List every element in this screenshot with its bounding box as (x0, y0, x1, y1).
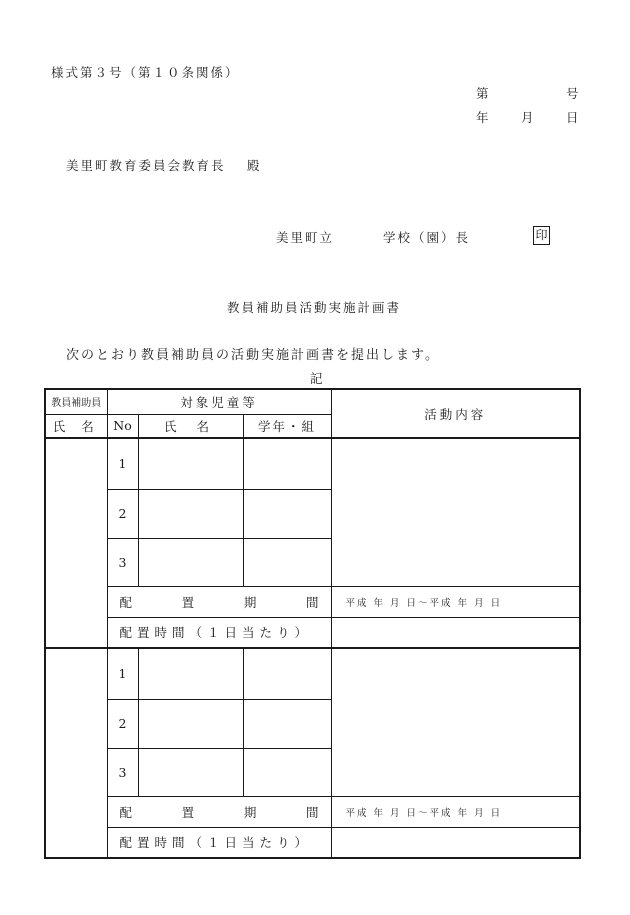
aide-label-cell: 教員補助員 (45, 389, 107, 414)
children-label-cell: 対象児童等 (107, 389, 331, 414)
time-row (45, 617, 580, 648)
period-label-char: 置 (181, 594, 195, 610)
grade-class-field[interactable] (243, 438, 331, 489)
row-number: 1 (107, 438, 138, 489)
form-number: 様式第３号（第１０条関係） (51, 65, 240, 80)
grade-class-field[interactable] (243, 699, 331, 748)
grade-class-field[interactable] (243, 489, 331, 538)
child-name-field[interactable] (138, 538, 243, 586)
period-date-field[interactable] (331, 796, 580, 827)
table-header-row (45, 389, 580, 414)
aide-name-field[interactable] (45, 648, 107, 858)
period-label-char: 期 (243, 594, 257, 610)
period-label (107, 796, 331, 827)
time-label: 配置時間（１日当たり） (107, 827, 331, 858)
grade-class-field[interactable] (243, 748, 331, 796)
row-number: 1 (107, 648, 138, 699)
doc-number-suffix: 号 (566, 86, 581, 101)
period-label-char: 間 (305, 804, 319, 820)
activity-header-cell: 活動内容 (331, 389, 580, 438)
ki-label: 記 (310, 371, 325, 386)
time-row (45, 827, 580, 858)
child-name-field[interactable] (138, 648, 243, 699)
row-number: 3 (107, 538, 138, 586)
period-label-char: 配 (119, 594, 133, 610)
child-name-field[interactable] (138, 438, 243, 489)
aide-name-header: 氏 名 (45, 414, 107, 438)
period-label-char: 配 (119, 804, 133, 820)
activity-content-field[interactable] (331, 648, 580, 796)
period-label-char: 期 (243, 804, 257, 820)
row-number: 2 (107, 699, 138, 748)
grade-class-header: 学年・組 (243, 414, 331, 438)
time-label: 配置時間（１日当たり） (107, 617, 331, 648)
child-name-header: 氏 名 (138, 414, 243, 438)
period-row (45, 586, 580, 617)
table-row (45, 648, 580, 699)
child-name-field[interactable] (138, 748, 243, 796)
period-label-char: 置 (181, 804, 195, 820)
row-number: 3 (107, 748, 138, 796)
doc-number-prefix: 第 (476, 86, 491, 101)
child-name-field[interactable] (138, 489, 243, 538)
period-row (45, 796, 580, 827)
table-row (45, 438, 580, 489)
period-label (107, 586, 331, 617)
plan-table (44, 388, 581, 859)
period-date-field[interactable] (331, 586, 580, 617)
date-year-label: 年 (476, 110, 491, 125)
no-header: No (107, 414, 138, 438)
time-value-field[interactable] (331, 617, 580, 648)
grade-class-field[interactable] (243, 538, 331, 586)
period-date-template: 平成 年 月 日～平成 年 月 日 (345, 597, 503, 609)
sender-prefix: 美里町立 (276, 230, 335, 245)
date-day-label: 日 (566, 110, 581, 125)
row-number: 2 (107, 489, 138, 538)
activity-content-field[interactable] (331, 438, 580, 586)
period-label-char: 間 (305, 594, 319, 610)
sender-school: 学校（園）長 (383, 230, 471, 245)
addressee-name: 美里町教育委員会教育長 (66, 158, 226, 173)
aide-name-field[interactable] (45, 438, 107, 648)
body-text: 次のとおり教員補助員の活動実施計画書を提出します。 (66, 348, 440, 363)
document-title: 教員補助員活動実施計画書 (227, 300, 402, 315)
date-month-label: 月 (521, 110, 536, 125)
time-value-field[interactable] (331, 827, 580, 858)
child-name-field[interactable] (138, 699, 243, 748)
grade-class-field[interactable] (243, 648, 331, 699)
seal-mark: 印 (533, 226, 550, 245)
period-date-template: 平成 年 月 日～平成 年 月 日 (345, 807, 503, 819)
addressee-honorific: 殿 (247, 158, 262, 173)
